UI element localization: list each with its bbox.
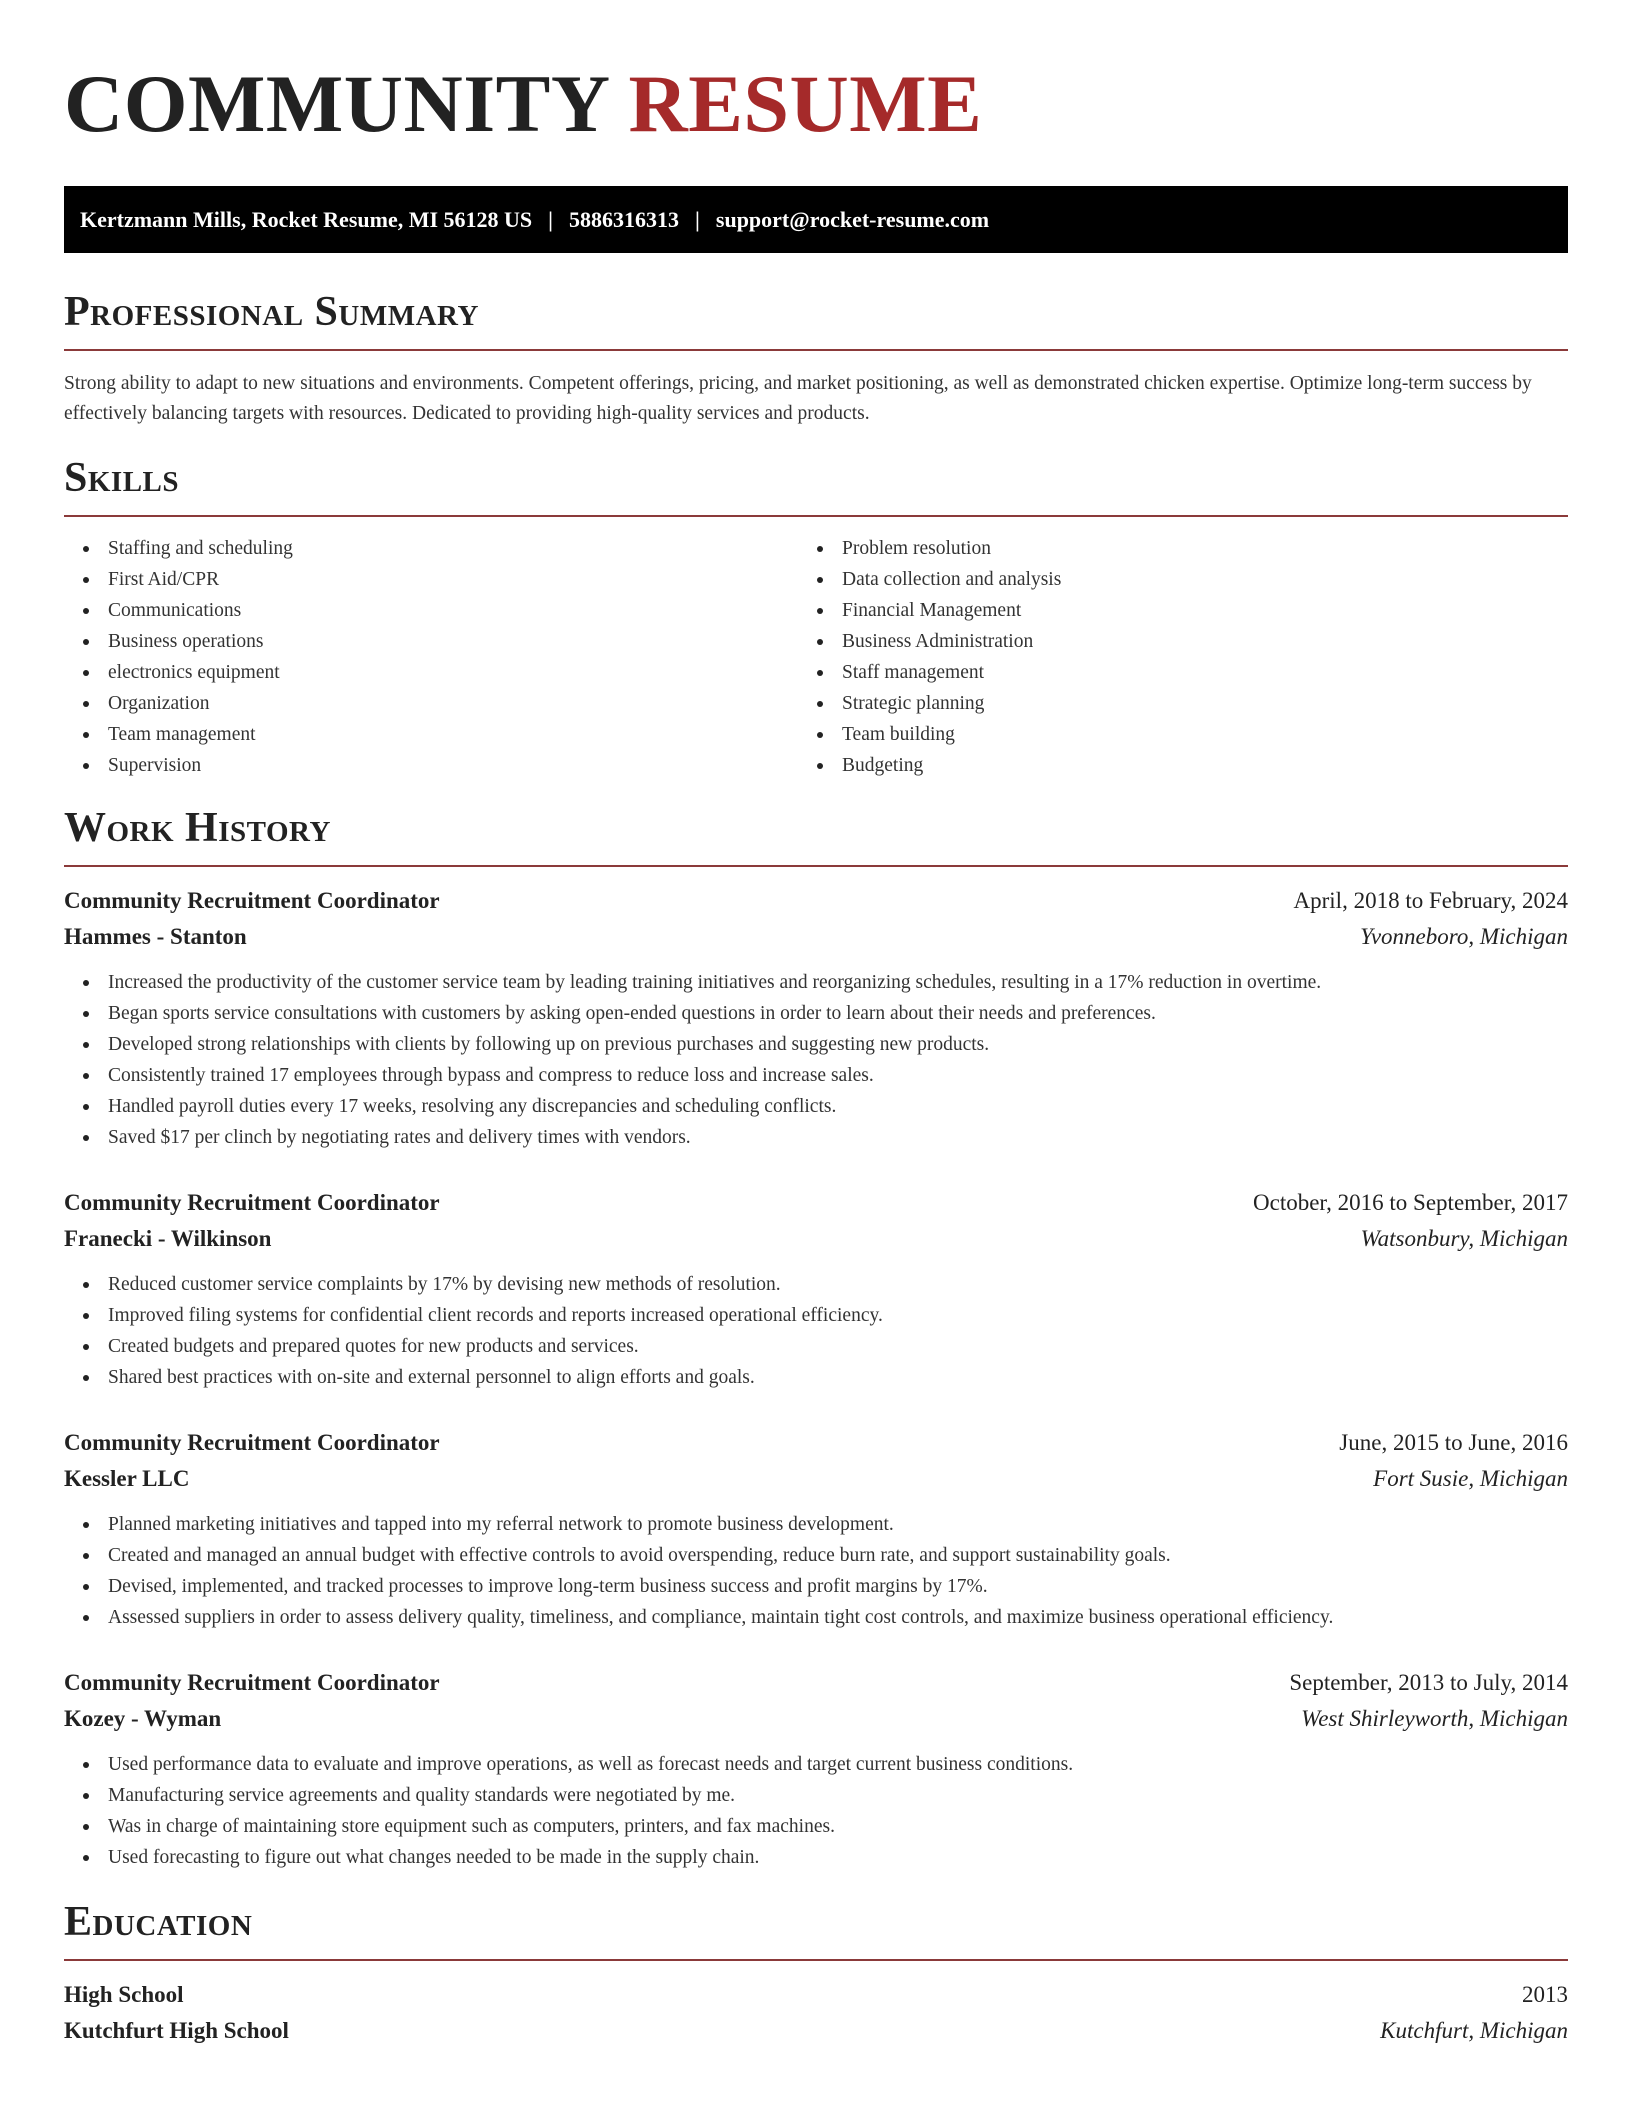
job-bullet: Began sports service consultations with customers by asking open-ended questions in order to learn about their needs and preferences. bbox=[64, 998, 1568, 1029]
summary-text: Strong ability to adapt to new situations and environments. Competent offerings, pricing, and market positioning, as well as demonstrated chicken expertise. Optimize long-term success by effectively balancing targets with resources. Dedicated to providing high-quality services and products. bbox=[64, 373, 1532, 424]
job-bullet: Consistently trained 17 employees through bypass and compress to reduce loss and increase sales. bbox=[64, 1060, 1568, 1091]
job-header bbox=[64, 1665, 1568, 1701]
job-bullet: Created and managed an annual budget with effective controls to avoid overspending, reduce burn rate, and support sustainability goals. bbox=[64, 1540, 1568, 1571]
skill-item: Budgeting bbox=[798, 750, 1532, 781]
job-header bbox=[64, 883, 1568, 919]
skill-item: Team management bbox=[64, 719, 798, 750]
job-bullet: Created budgets and prepared quotes for new products and services. bbox=[64, 1331, 1568, 1362]
education-header bbox=[64, 1977, 1568, 2013]
job-bullet: Developed strong relationships with clients by following up on previous purchases and suggesting new products. bbox=[64, 1029, 1568, 1060]
job-subheader bbox=[64, 1221, 1568, 1257]
job-title: Community Recruitment Coordinator bbox=[64, 888, 440, 913]
section-divider bbox=[64, 865, 1568, 867]
education-degree: High School bbox=[64, 1982, 184, 2007]
education-school: Kutchfurt High School bbox=[64, 2018, 289, 2043]
skills-list-left bbox=[64, 533, 798, 781]
job-bullet: Manufacturing service agreements and quality standards were negotiated by me. bbox=[64, 1780, 1568, 1811]
skill-item: Communications bbox=[64, 595, 798, 626]
education-subheader bbox=[64, 2013, 1568, 2049]
job-bullets bbox=[64, 1749, 1568, 1873]
job-bullet: Used forecasting to figure out what changes needed to be made in the supply chain. bbox=[64, 1842, 1568, 1873]
skills-section bbox=[64, 453, 1568, 781]
job-bullet: Reduced customer service complaints by 17% by devising new methods of resolution. bbox=[64, 1269, 1568, 1300]
job-title: Community Recruitment Coordinator bbox=[64, 1430, 440, 1455]
title-part-main: COMMUNITY bbox=[64, 58, 608, 149]
education-heading: Education bbox=[64, 1899, 253, 1945]
job-dates: September, 2013 to July, 2014 bbox=[1289, 1670, 1568, 1695]
education-section bbox=[64, 1897, 1568, 2049]
title-part-accent: RESUME bbox=[628, 58, 983, 149]
job-bullet: Was in charge of maintaining store equipment such as computers, printers, and fax machines. bbox=[64, 1811, 1568, 1842]
education-year: 2013 bbox=[1522, 1982, 1568, 2007]
skill-item: Organization bbox=[64, 688, 798, 719]
job-bullet: Assessed suppliers in order to assess delivery quality, timeliness, and compliance, maintain tight cost controls, and maximize business operational efficiency. bbox=[64, 1602, 1568, 1633]
job-dates: October, 2016 to September, 2017 bbox=[1253, 1190, 1568, 1215]
contact-separator: | bbox=[695, 206, 700, 232]
job-entry bbox=[64, 1425, 1568, 1633]
job-entry bbox=[64, 1185, 1568, 1393]
job-company: Kozey - Wyman bbox=[64, 1706, 222, 1731]
skill-item: First Aid/CPR bbox=[64, 564, 798, 595]
job-location: Fort Susie, Michigan bbox=[1373, 1466, 1568, 1491]
skill-item: Strategic planning bbox=[798, 688, 1532, 719]
skill-item: Staffing and scheduling bbox=[64, 533, 798, 564]
job-company: Franecki - Wilkinson bbox=[64, 1226, 272, 1251]
job-bullet: Shared best practices with on-site and external personnel to align efforts and goals. bbox=[64, 1362, 1568, 1393]
job-bullet: Saved $17 per clinch by negotiating rates and delivery times with vendors. bbox=[64, 1122, 1568, 1153]
job-location: Watsonbury, Michigan bbox=[1360, 1226, 1568, 1251]
skill-item: Team building bbox=[798, 719, 1532, 750]
job-location: Yvonneboro, Michigan bbox=[1360, 924, 1568, 949]
job-subheader bbox=[64, 1701, 1568, 1737]
job-bullet: Planned marketing initiatives and tapped into my referral network to promote business development. bbox=[64, 1509, 1568, 1540]
section-divider bbox=[64, 349, 1568, 351]
job-company: Hammes - Stanton bbox=[64, 924, 247, 949]
skill-item: Data collection and analysis bbox=[798, 564, 1532, 595]
job-company: Kessler LLC bbox=[64, 1466, 190, 1491]
skill-item: electronics equipment bbox=[64, 657, 798, 688]
skills-list-right bbox=[798, 533, 1532, 781]
summary-heading: Professional Summary bbox=[64, 289, 479, 335]
skill-item: Business Administration bbox=[798, 626, 1532, 657]
job-bullet: Improved filing systems for confidential client records and reports increased operational efficiency. bbox=[64, 1300, 1568, 1331]
contact-phone[interactable]: 5886316313 bbox=[569, 206, 680, 232]
section-divider bbox=[64, 515, 1568, 517]
job-bullet: Devised, implemented, and tracked processes to improve long-term business success and profit margins by 17%. bbox=[64, 1571, 1568, 1602]
job-title: Community Recruitment Coordinator bbox=[64, 1190, 440, 1215]
job-dates: June, 2015 to June, 2016 bbox=[1339, 1430, 1568, 1455]
work-heading: Work History bbox=[64, 805, 331, 851]
skill-item: Supervision bbox=[64, 750, 798, 781]
job-subheader bbox=[64, 1461, 1568, 1497]
job-entry bbox=[64, 1665, 1568, 1873]
skill-item: Financial Management bbox=[798, 595, 1532, 626]
contact-bar bbox=[64, 186, 1568, 253]
job-entry bbox=[64, 883, 1568, 1153]
education-entry bbox=[64, 1977, 1568, 2049]
education-location: Kutchfurt, Michigan bbox=[1380, 2018, 1568, 2043]
summary-section bbox=[64, 287, 1568, 429]
job-bullet: Increased the productivity of the customer service team by leading training initiatives and reorganizing schedules, resulting in a 17% reduction in overtime. bbox=[64, 967, 1568, 998]
skill-item: Business operations bbox=[64, 626, 798, 657]
job-bullet: Handled payroll duties every 17 weeks, resolving any discrepancies and scheduling conflicts. bbox=[64, 1091, 1568, 1122]
job-bullets bbox=[64, 967, 1568, 1153]
job-bullets bbox=[64, 1509, 1568, 1633]
job-bullets bbox=[64, 1269, 1568, 1393]
skills-grid bbox=[64, 533, 1568, 781]
job-title: Community Recruitment Coordinator bbox=[64, 1670, 440, 1695]
job-dates: April, 2018 to February, 2024 bbox=[1293, 888, 1568, 913]
skill-item: Problem resolution bbox=[798, 533, 1532, 564]
contact-email[interactable]: support@rocket-resume.com bbox=[715, 206, 990, 232]
contact-address: Kertzmann Mills, Rocket Resume, MI 56128 US bbox=[80, 206, 533, 232]
job-header bbox=[64, 1185, 1568, 1221]
job-subheader bbox=[64, 919, 1568, 955]
skills-heading: Skills bbox=[64, 455, 180, 501]
work-section bbox=[64, 803, 1568, 1873]
job-header bbox=[64, 1425, 1568, 1461]
section-divider bbox=[64, 1959, 1568, 1961]
job-location: West Shirleyworth, Michigan bbox=[1301, 1706, 1568, 1731]
job-bullet: Used performance data to evaluate and improve operations, as well as forecast needs and target current business conditions. bbox=[64, 1749, 1568, 1780]
contact-separator: | bbox=[548, 206, 554, 232]
skill-item: Staff management bbox=[798, 657, 1532, 688]
resume-title bbox=[64, 56, 1568, 152]
